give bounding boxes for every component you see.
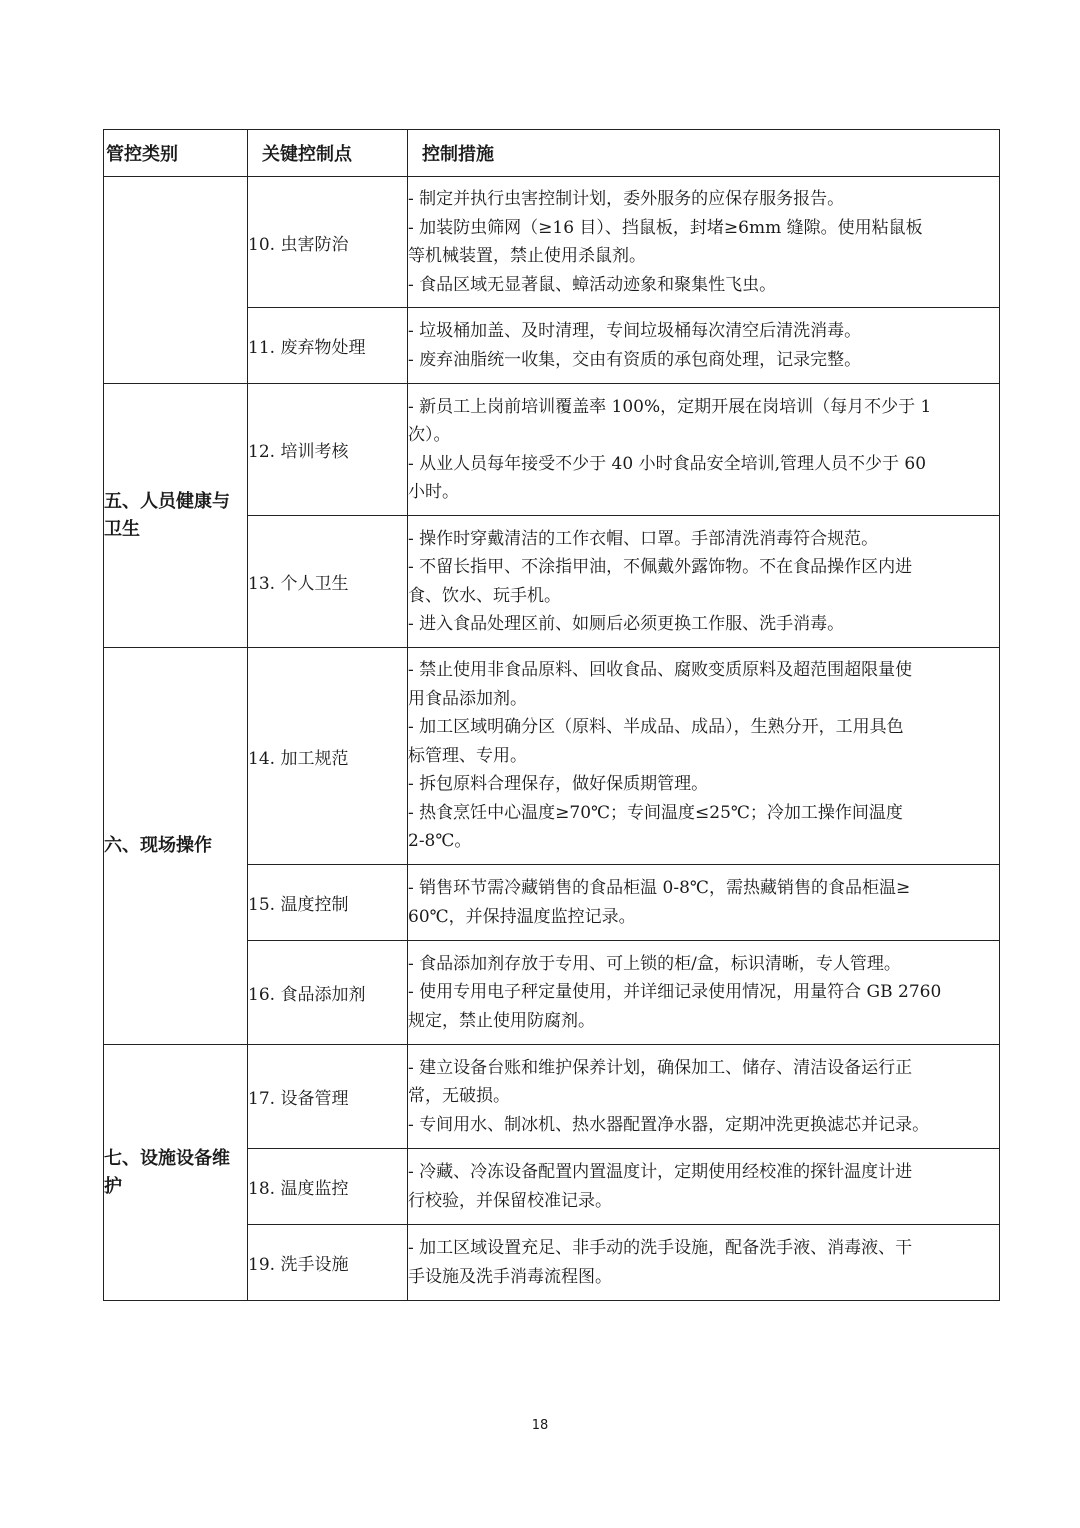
- key-point-cell: 15. 温度控制: [248, 865, 408, 941]
- header-measures: 控制措施: [408, 130, 1000, 177]
- measures-cell: [408, 1149, 1000, 1225]
- category-cell: 七、设施设备维护: [104, 1045, 248, 1301]
- measure-line: - 加装防虫筛网（≥16 目）、挡鼠板，封堵≥6mm 缝隙。使用粘鼠板: [408, 217, 923, 238]
- measure-line: - 拆包原料合理保存，做好保质期管理。: [408, 774, 709, 795]
- measure-line: 小时。: [408, 482, 459, 502]
- category-cell: 六、现场操作: [104, 648, 248, 1045]
- table-row: [104, 648, 1000, 865]
- measure-line: 用食品添加剂。: [408, 688, 527, 709]
- measure-line: 常，无破损。: [408, 1086, 510, 1107]
- measures-cell: [408, 177, 1000, 308]
- measures-cell: [408, 384, 1000, 516]
- key-point-cell: 16. 食品添加剂: [248, 941, 408, 1045]
- measure-line: - 使用专用电子秤定量使用，并详细记录使用情况，用量符合 GB 2760: [408, 982, 942, 1003]
- key-point-cell: 14. 加工规范: [248, 648, 408, 865]
- key-point-cell: 10. 虫害防治: [248, 177, 408, 308]
- measures-cell: [408, 941, 1000, 1045]
- measure-line: 行校验，并保留校准记录。: [408, 1190, 612, 1211]
- key-point-cell: 19. 洗手设施: [248, 1225, 408, 1301]
- measure-line: 次）。: [408, 425, 451, 445]
- measure-line: - 废弃油脂统一收集，交由有资质的承包商处理，记录完整。: [408, 349, 862, 370]
- measure-line: 食、饮水、玩手机。: [408, 585, 561, 606]
- measure-line: - 进入食品处理区前、如厕后必须更换工作服、洗手消毒。: [408, 614, 845, 634]
- key-point-cell: 13. 个人卫生: [248, 516, 408, 648]
- key-point-cell: 18. 温度监控: [248, 1149, 408, 1225]
- measure-line: - 食品区域无显著鼠、蟑活动迹象和聚集性飞虫。: [408, 274, 777, 295]
- measure-line: - 专间用水、制冰机、热水器配置净水器，定期冲洗更换滤芯并记录。: [408, 1114, 930, 1135]
- measure-line: - 从业人员每年接受不少于 40 小时食品安全培训,管理人员不少于 60: [408, 453, 927, 474]
- table-row: [104, 1045, 1000, 1149]
- measures-cell: [408, 1045, 1000, 1149]
- measure-line: - 禁止使用非食品原料、回收食品、腐败变质原料及超范围超限量使: [408, 660, 913, 681]
- measure-line: 手设施及洗手消毒流程图。: [408, 1266, 612, 1287]
- measure-line: - 冷藏、冷冻设备配置内置温度计，定期使用经校准的探针温度计进: [408, 1162, 913, 1182]
- measures-cell: [408, 865, 1000, 941]
- measure-line: 标管理、专用。: [408, 745, 527, 766]
- page-number: 18: [531, 1418, 549, 1433]
- header-key-point: 关键控制点: [248, 130, 408, 177]
- key-point-cell: 12. 培训考核: [248, 384, 408, 516]
- measure-line: - 操作时穿戴清洁的工作衣帽、口罩。手部清洗消毒符合规范。: [408, 528, 879, 549]
- measure-line: - 食品添加剂存放于专用、可上锁的柜/盒，标识清晰，专人管理。: [408, 953, 901, 974]
- control-measures-table: [103, 129, 1000, 1301]
- measure-line: - 热食烹饪中心温度≥70℃；专间温度≤25℃；冷加工操作间温度: [408, 802, 903, 823]
- measure-line: - 销售环节需冷藏销售的食品柜温 0-8℃，需热藏销售的食品柜温≥: [408, 878, 911, 898]
- table-row: [104, 177, 1000, 308]
- measure-line: - 垃圾桶加盖、及时清理，专间垃圾桶每次清空后清洗消毒。: [408, 321, 862, 341]
- table-body: [104, 177, 1000, 1301]
- measures-cell: [408, 516, 1000, 648]
- measure-line: 规定，禁止使用防腐剂。: [408, 1010, 595, 1031]
- measure-line: - 建立设备台账和维护保养计划，确保加工、储存、清洁设备运行正: [408, 1057, 913, 1078]
- key-point-cell: 17. 设备管理: [248, 1045, 408, 1149]
- key-point-cell: 11. 废弃物处理: [248, 308, 408, 384]
- measures-cell: [408, 648, 1000, 865]
- measure-line: 60℃，并保持温度监控记录。: [408, 906, 636, 927]
- measure-line: - 加工区域设置充足、非手动的洗手设施，配备洗手液、消毒液、干: [408, 1238, 913, 1258]
- category-cell: 五、人员健康与卫生: [104, 384, 248, 648]
- table-row: [104, 384, 1000, 516]
- header-category: 管控类别: [104, 130, 248, 177]
- measure-line: - 制定并执行虫害控制计划，委外服务的应保存服务报告。: [408, 189, 845, 209]
- category-cell: [104, 177, 248, 384]
- measure-line: 2-8℃。: [408, 831, 472, 852]
- measure-line: 等机械装置，禁止使用杀鼠剂。: [408, 246, 646, 266]
- measure-line: - 新员工上岗前培训覆盖率 100%，定期开展在岗培训（每月不少于 1: [408, 396, 932, 417]
- table-header-row: [104, 130, 1000, 177]
- measures-cell: [408, 1225, 1000, 1301]
- measure-line: - 加工区域明确分区（原料、半成品、成品），生熟分开，工用具色: [408, 717, 904, 738]
- measures-cell: [408, 308, 1000, 384]
- measure-line: - 不留长指甲、不涂指甲油，不佩戴外露饰物。不在食品操作区内进: [408, 557, 913, 577]
